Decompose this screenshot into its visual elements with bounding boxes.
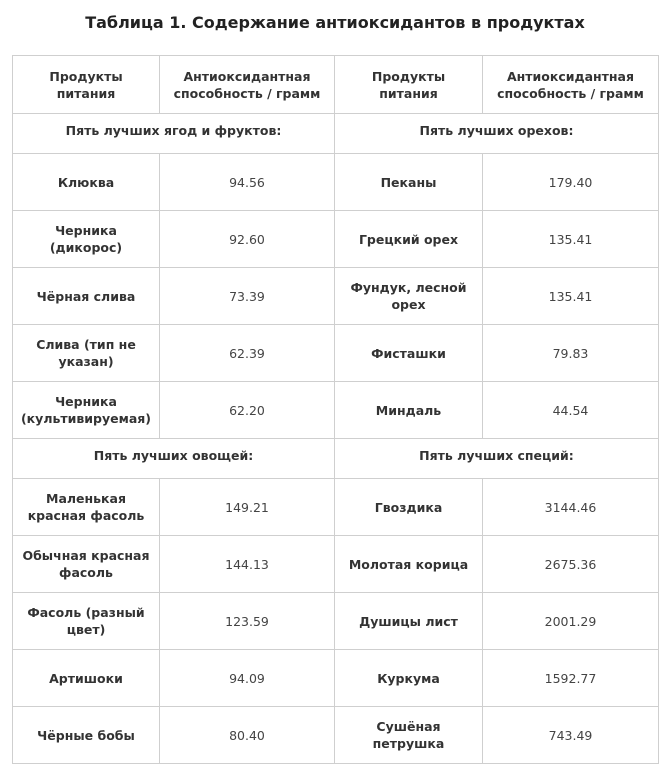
product-value: 135.41: [483, 268, 659, 325]
product-name: Чёрная слива: [13, 268, 160, 325]
product-value: 743.49: [483, 707, 659, 764]
product-name: Фасоль (разный цвет): [13, 593, 160, 650]
table-row: [13, 650, 659, 707]
product-value: 123.59: [160, 593, 335, 650]
product-value: 94.56: [160, 154, 335, 211]
product-name: Черника (дикорос): [13, 211, 160, 268]
section-title-vegetables: Пять лучших овощей:: [13, 439, 335, 479]
product-value: 62.20: [160, 382, 335, 439]
product-value: 92.60: [160, 211, 335, 268]
product-name: Артишоки: [13, 650, 160, 707]
page-title: Таблица 1. Содержание антиоксидантов в продуктах: [85, 13, 585, 32]
product-name: Фундук, лесной орех: [335, 268, 483, 325]
product-value: 149.21: [160, 479, 335, 536]
section-title-nuts: Пять лучших орехов:: [335, 114, 659, 154]
table-row: [13, 479, 659, 536]
product-value: 1592.77: [483, 650, 659, 707]
column-header-products: Продукты питания: [335, 56, 483, 114]
product-name: Куркума: [335, 650, 483, 707]
table-row: [13, 707, 659, 764]
product-value: 62.39: [160, 325, 335, 382]
product-name: Сушёная петрушка: [335, 707, 483, 764]
antioxidant-table: [12, 55, 659, 764]
product-name: Пеканы: [335, 154, 483, 211]
section-header-row: [13, 114, 659, 154]
product-value: 3144.46: [483, 479, 659, 536]
product-name: Чёрные бобы: [13, 707, 160, 764]
product-value: 44.54: [483, 382, 659, 439]
product-name: Фисташки: [335, 325, 483, 382]
product-name: Миндаль: [335, 382, 483, 439]
product-name: Гвоздика: [335, 479, 483, 536]
product-value: 2675.36: [483, 536, 659, 593]
column-header-products: Продукты питания: [13, 56, 160, 114]
product-value: 179.40: [483, 154, 659, 211]
product-name: Обычная красная фасоль: [13, 536, 160, 593]
table-row: [13, 593, 659, 650]
table-row: [13, 268, 659, 325]
product-value: 94.09: [160, 650, 335, 707]
product-name: Грецкий орех: [335, 211, 483, 268]
table-row: [13, 536, 659, 593]
product-name: Черника (культивируемая): [13, 382, 160, 439]
section-title-spices: Пять лучших специй:: [335, 439, 659, 479]
product-name: Душицы лист: [335, 593, 483, 650]
product-name: Слива (тип не указан): [13, 325, 160, 382]
section-header-row: [13, 439, 659, 479]
product-value: 144.13: [160, 536, 335, 593]
product-value: 79.83: [483, 325, 659, 382]
product-name: Маленькая красная фасоль: [13, 479, 160, 536]
product-value: 80.40: [160, 707, 335, 764]
product-value: 73.39: [160, 268, 335, 325]
product-name: Молотая корица: [335, 536, 483, 593]
table-row: [13, 382, 659, 439]
column-header-capacity: Антиоксидантная способность / грамм: [483, 56, 659, 114]
column-header-capacity: Антиоксидантная способность / грамм: [160, 56, 335, 114]
table-row: [13, 325, 659, 382]
product-value: 135.41: [483, 211, 659, 268]
product-name: Клюква: [13, 154, 160, 211]
table-header-row: [13, 56, 659, 114]
table-row: [13, 211, 659, 268]
product-value: 2001.29: [483, 593, 659, 650]
section-title-berries-fruits: Пять лучших ягод и фруктов:: [13, 114, 335, 154]
table-row: [13, 154, 659, 211]
